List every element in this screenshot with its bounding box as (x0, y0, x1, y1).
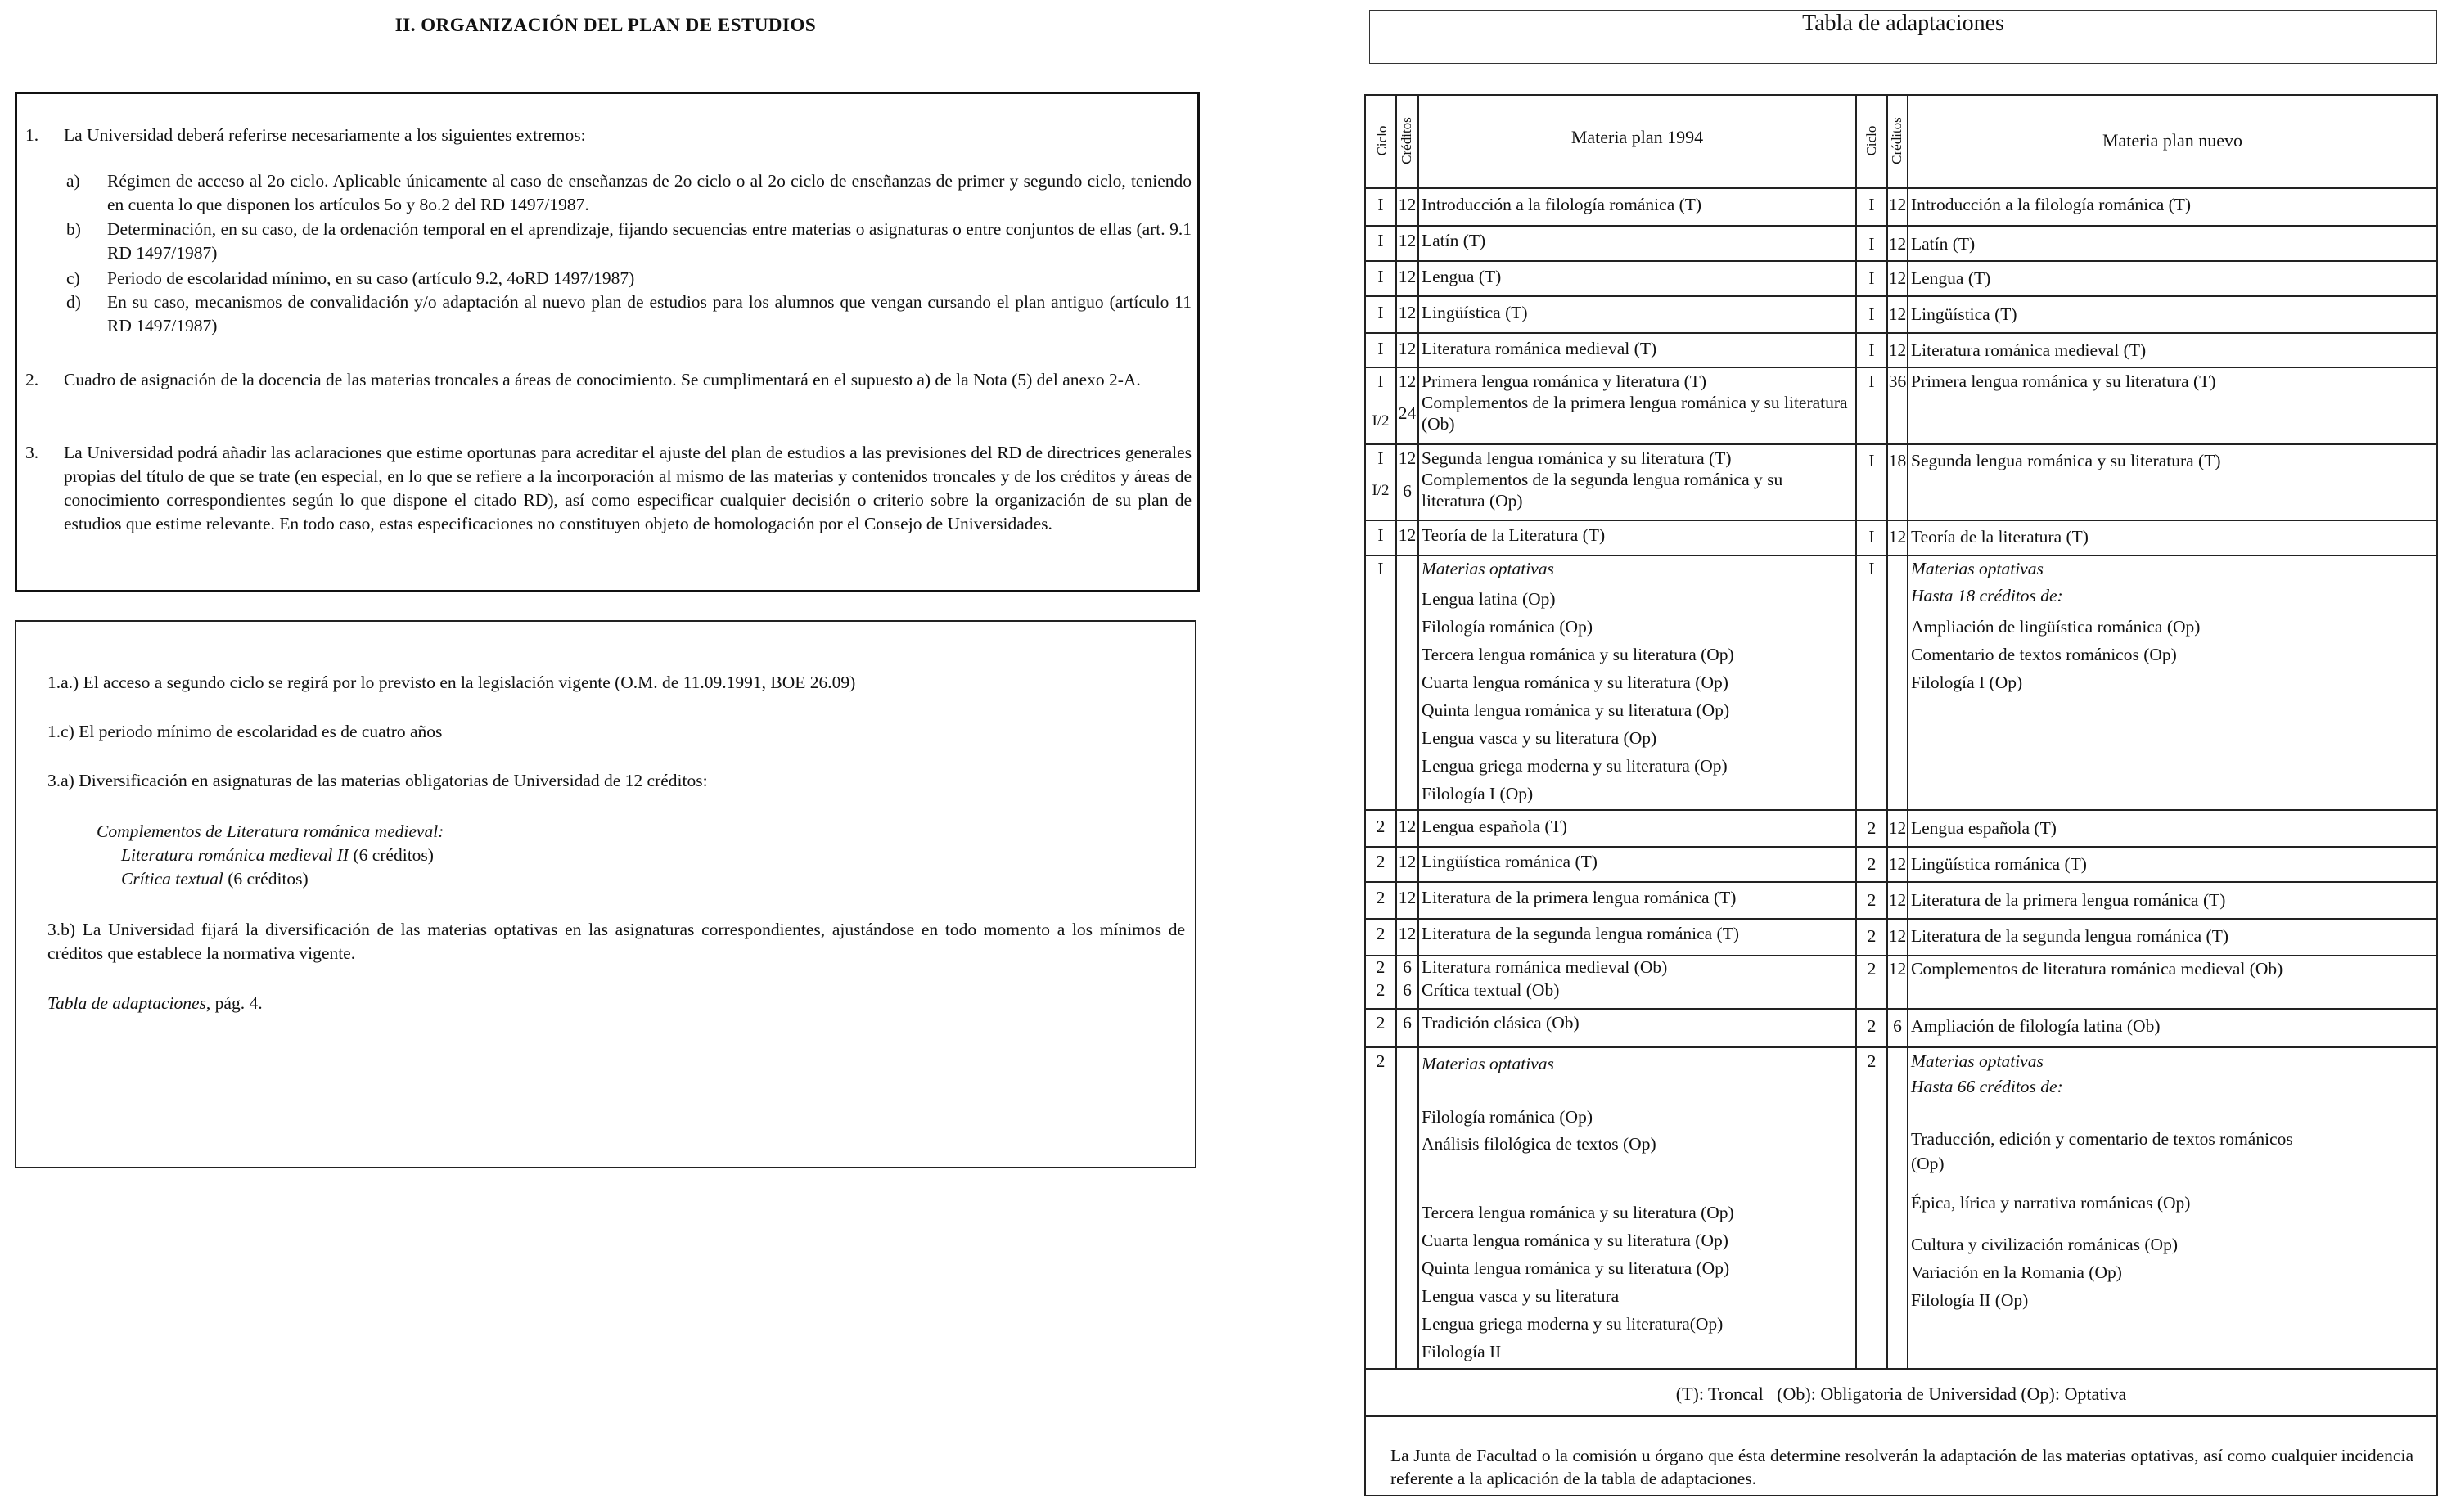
item-1-text: La Universidad deberá referirse necesariamente a los siguientes extremos: (64, 125, 586, 145)
note-min-period: 1.c) El periodo mínimo de escolaridad es de cuatro años (47, 722, 443, 741)
sub-a-text: Régimen de acceso al 2o ciclo. Aplicable únicamente al caso de enseñanzas de 2o ciclo o al 2o ciclo de enseñanzas de primer y segundo ciclo, teniendo en cuenta lo que disponen los artículos 5o y 8o.2 del RD 1497/1987. (107, 171, 1192, 214)
complements-title: Complementos de Literatura románica medieval: (97, 821, 444, 841)
note-diversification: 3.a) Diversificación en asignaturas de las materias obligatorias de Universidad de 12 créditos: (47, 771, 708, 790)
table-heading: Tabla de adaptaciones (1802, 11, 2004, 36)
sub-d-text: En su caso, mecanismos de convalidación y/o adaptación al nuevo plan de estudios para los alumnos que vengan cursando el plan antiguo (artículo 11 RD 1497/1987) (107, 292, 1192, 335)
optional-list-new-2: Cultura y civilización románicas (Op) Variación en la Romania (Op) Filología II (Op) (1911, 1235, 2178, 1310)
note-optional: 3.b) La Universidad fijará la diversificación de las materias optativas en las asignaturas correspondientes, ajustándose en todo momento a los mínimos de créditos que establece la normativa vigente. (47, 920, 1185, 963)
page-title: II. ORGANIZACIÓN DEL PLAN DE ESTUDIOS (394, 15, 817, 35)
notes-box (15, 620, 1196, 1168)
optional-list-old-2a: Filología románica (Op) Análisis filológica de textos (Op) (1422, 1107, 1656, 1154)
sub-a-label: a) (66, 171, 80, 191)
header-new-plan: Materia plan nuevo (2102, 130, 2243, 151)
optional-list-old-1: Lengua latina (Op) Filología románica (Op) Tercera lengua románica y su literatura (Op) Cuarta lengua románica y su literatura (Op) Quinta lengua románica y su literatura (Op) Lengua vasca y su literatura (Op) Lengua griega moderna y su literatura (Op) Filología I (Op) (1422, 589, 1734, 803)
complement-1: Literatura románica medieval II (6 créditos) (121, 845, 434, 865)
item-1-number: 1. (25, 125, 39, 145)
item-3-text: La Universidad podrá añadir las aclaraciones que estime oportunas para acreditar el ajuste del plan de estudios a las previsiones del RD de directrices generales propias del título de que se trate (en especial, en lo que se refiere a la incorporación al mismo de las materias y contenidos troncales y de los créditos y áreas de conocimiento correspondientes según lo que dispone el citado RD), así como especificar cualquier decisión o criterio sobre la organización de su plan de estudios que estime relevante. En todo caso, estas especificaciones no constituyen objeto de homologación por el Consejo de Universidades. (64, 443, 1192, 533)
item-2-text: Cuadro de asignación de la docencia de las materias troncales a áreas de conocimiento. Se cumplimentará en el supuesto a) de la Nota (5) del anexo 2-A. (64, 370, 1141, 389)
header-old-plan: Materia plan 1994 (1570, 127, 1704, 147)
table-reference: Tabla de adaptaciones, pág. 4. (47, 993, 263, 1013)
optional-list-old-2b: Tercera lengua románica y su literatura (Op) Cuarta lengua románica y su literatura (Op) Quinta lengua románica y su literatura (Op) Lengua vasca y su literatura Lengua griega moderna y su literatura(Op) Filología II (1422, 1203, 1734, 1361)
sub-d-label: d) (66, 292, 81, 312)
header-creditos-1: Créditos (1399, 117, 1414, 164)
sub-c-label: c) (66, 268, 80, 288)
note-access: 1.a.) El acceso a segundo ciclo se regirá por lo previsto en la legislación vigente (O.M. de 11.09.1991, BOE 26.09) (47, 673, 856, 692)
adaptation-table: Ciclo Créditos Materia plan 1994 Ciclo Créditos Materia plan nuevo I 12 Introducción a la filología románica (T) I 12 Introducción a la filología románica (T) I 12 Latín (T) I 12 Latín (T) I 12 Lengua (T) I 12 Lengua (T) I 12 Lingüística (T) I 12 Lingüística (T) I 12 Literatura románica medieval (T) I 12 Literatura románica medieval (T) I 12 Primera lengua románica y literatura (T) I 36 Primera lengua románica y su literatura (T) I/2 24 Complementos de la primera lengua románica y su literatura (Ob) I 12 Segunda lengua románica y su literatura (T) I 18 Segunda lengua románica y su literatura (T) I/2 6 Complementos de la segunda lengua románica y su literatura (Op) I 12 Teoría de la Literatura (T) I 12 Teoría de la literatura (T) I Materias optativas Lengua latina (Op) Filología románica (Op) Tercera lengua románica y su literatura (Op) Cuarta lengua románica y su literatura (Op) Quinta lengua románica y su literatura (Op) Lengua vasca y su literatura (Op) Lengua griega moderna y su literatura (Op) Filología I (Op) I Materias optativas Hasta 18 créditos de: Ampliación de lingüística románica (Op) Comentario de textos románicos (Op) Filología I (Op) 2 12 Lengua española (T) 2 12 Lengua española (T) 2 12 Lingüística románica (T) 2 12 Lingüística románica (T) 2 12 Literatura de la primera lengua románica (T) 2 12 Literatura de la primera lengua románica (T) 2 12 Literatura de la segunda lengua románica (T) 2 12 Literatura de la segunda lengua románica (T) 2 6 Literatura románica medieval (Ob) 2 6 Crítica textual (Ob) 2 12 Complementos de literatura románica medieval (Ob) 2 6 Tradición clásica (Ob) 2 6 Ampliación de filología latina (Ob) 2 Materias optativas Filología románica (Op) Análisis filológica de textos (Op) Tercera lengua románica y su literatura (Op) Cuarta lengua románica y su literatura (Op) Quinta lengua románica y su literatura (Op) Lengua vasca y su literatura Lengua griega moderna y su literatura(Op) Filología II 2 Materias optativas Hasta 66 créditos de: Traducción, edición y comentario de textos románicos (Op) Épica, lírica y narrativa románicas (Op) Cultura y civilización románicas (Op) Variación en la Romania (Op) Filología II (Op) (T): Troncal (Ob): Obligatoria de Universidad (Op): Optativa La Junta de Facultad o la comisión u órgano que ésta determine resolverán la adaptación de las materias optativas, así como cualquier incidencia referente a la aplicación de la tabla de adaptaciones. (1364, 94, 2438, 1496)
item-2-number: 2. (25, 370, 39, 389)
header-ciclo-1: Ciclo (1374, 125, 1390, 156)
header-ciclo-2: Ciclo (1863, 125, 1879, 156)
instructions-box (15, 92, 1200, 592)
complement-2: Crítica textual (6 créditos) (121, 869, 309, 889)
optional-list-new-1: Ampliación de lingüística románica (Op) Comentario de textos románicos (Op) Filología I (Op) (1911, 617, 2201, 692)
item-3-number: 3. (25, 443, 39, 462)
table-heading-box (1369, 10, 2437, 64)
header-creditos-2: Créditos (1889, 117, 1904, 164)
sub-c-text: Periodo de escolaridad mínimo, en su caso (artículo 9.2, 4oRD 1497/1987) (107, 268, 635, 288)
sub-b-label: b) (66, 219, 81, 239)
abbreviation-legend: (T): Troncal (Ob): Obligatoria de Universidad (Op): Optativa (1675, 1384, 2127, 1404)
sub-b-text: Determinación, en su caso, de la ordenación temporal en el aprendizaje, fijando secuencias entre materias o asignaturas o entre conjuntos de ellas (art. 9.1 RD 1497/1987) (107, 219, 1192, 263)
footnote: La Junta de Facultad o la comisión u órgano que ésta determine resolverán la adaptación de las materias optativas, así como cualquier incidencia referente a la aplicación de la tabla de adaptaciones. (1390, 1446, 2413, 1488)
